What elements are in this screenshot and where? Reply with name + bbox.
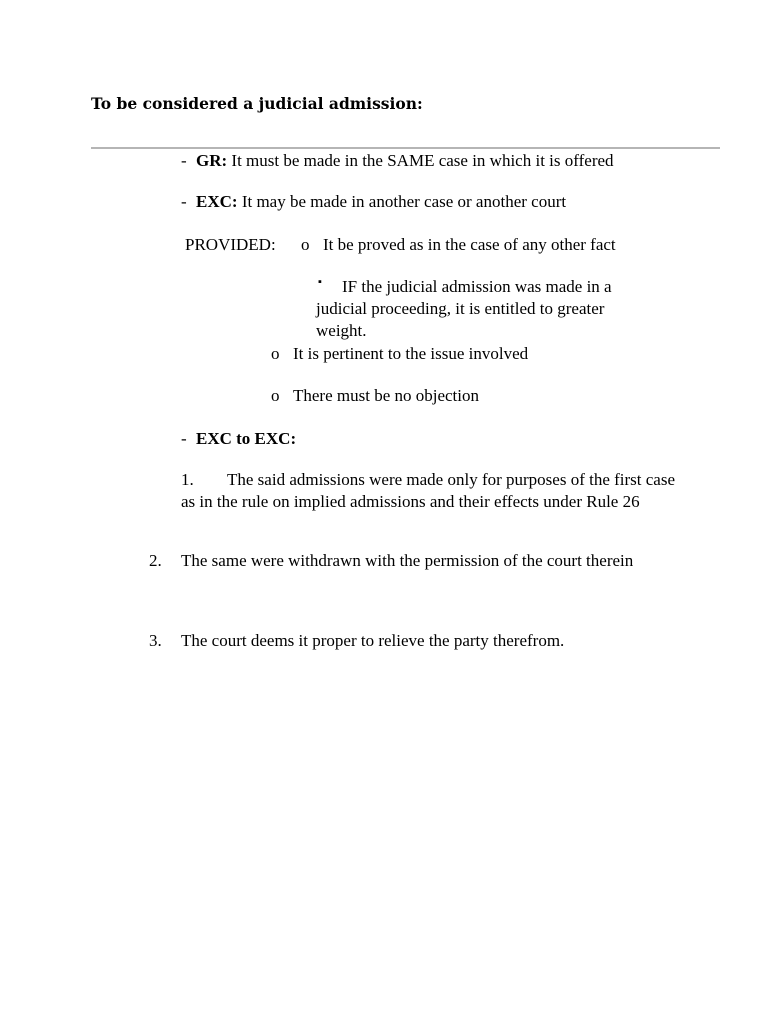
item-text: The court deems it proper to relieve the party therefrom. [181,631,565,650]
horizontal-divider [91,147,720,149]
item-number: 3. [149,631,162,650]
exc-to-exc-item-3 [149,631,564,651]
provided-sub-item: IF the judicial admission was made in a judicial proceeding, it is entitled to greater weight. [316,277,612,340]
provided-item-text: It is pertinent to the issue involved [293,344,529,363]
gr-line [181,151,614,171]
exc-to-exc-line [181,429,296,449]
exc-to-exc-label: EXC to EXC: [196,429,297,448]
dash-marker: - [181,192,187,211]
gr-label: GR: [196,151,228,170]
provided-item-text: There must be no objection [293,386,480,405]
circle-bullet-icon: o [301,235,310,254]
exc-to-exc-item-1 [181,469,681,513]
item-text: The same were withdrawn with the permission of the court therein [181,551,634,570]
provided-item-3 [271,386,479,406]
provided-item-1 [301,235,616,255]
dash-marker: - [181,429,187,448]
exc-line [181,192,566,212]
circle-bullet-icon: o [271,344,280,363]
exc-text: It may be made in another case or another court [241,192,567,211]
document-heading: To be considered a judicial admission: [91,94,423,113]
provided-item-2 [271,344,528,364]
gr-text: It must be made in the SAME case in which it is offered [231,151,614,170]
circle-bullet-icon: o [271,386,280,405]
dash-marker: - [181,151,187,170]
provided-item-text: It be proved as in the case of any other fact [323,235,616,254]
item-number: 1. [181,470,194,489]
item-text: The said admissions were made only for purposes of the first case as in the rule on implied admissions and their effects under Rule 26 [181,470,676,511]
exc-label: EXC: [196,192,238,211]
square-bullet-icon: ▪ [318,276,322,288]
item-number: 2. [149,551,162,570]
provided-label: PROVIDED: [185,235,276,254]
exc-to-exc-item-2 [149,551,633,571]
